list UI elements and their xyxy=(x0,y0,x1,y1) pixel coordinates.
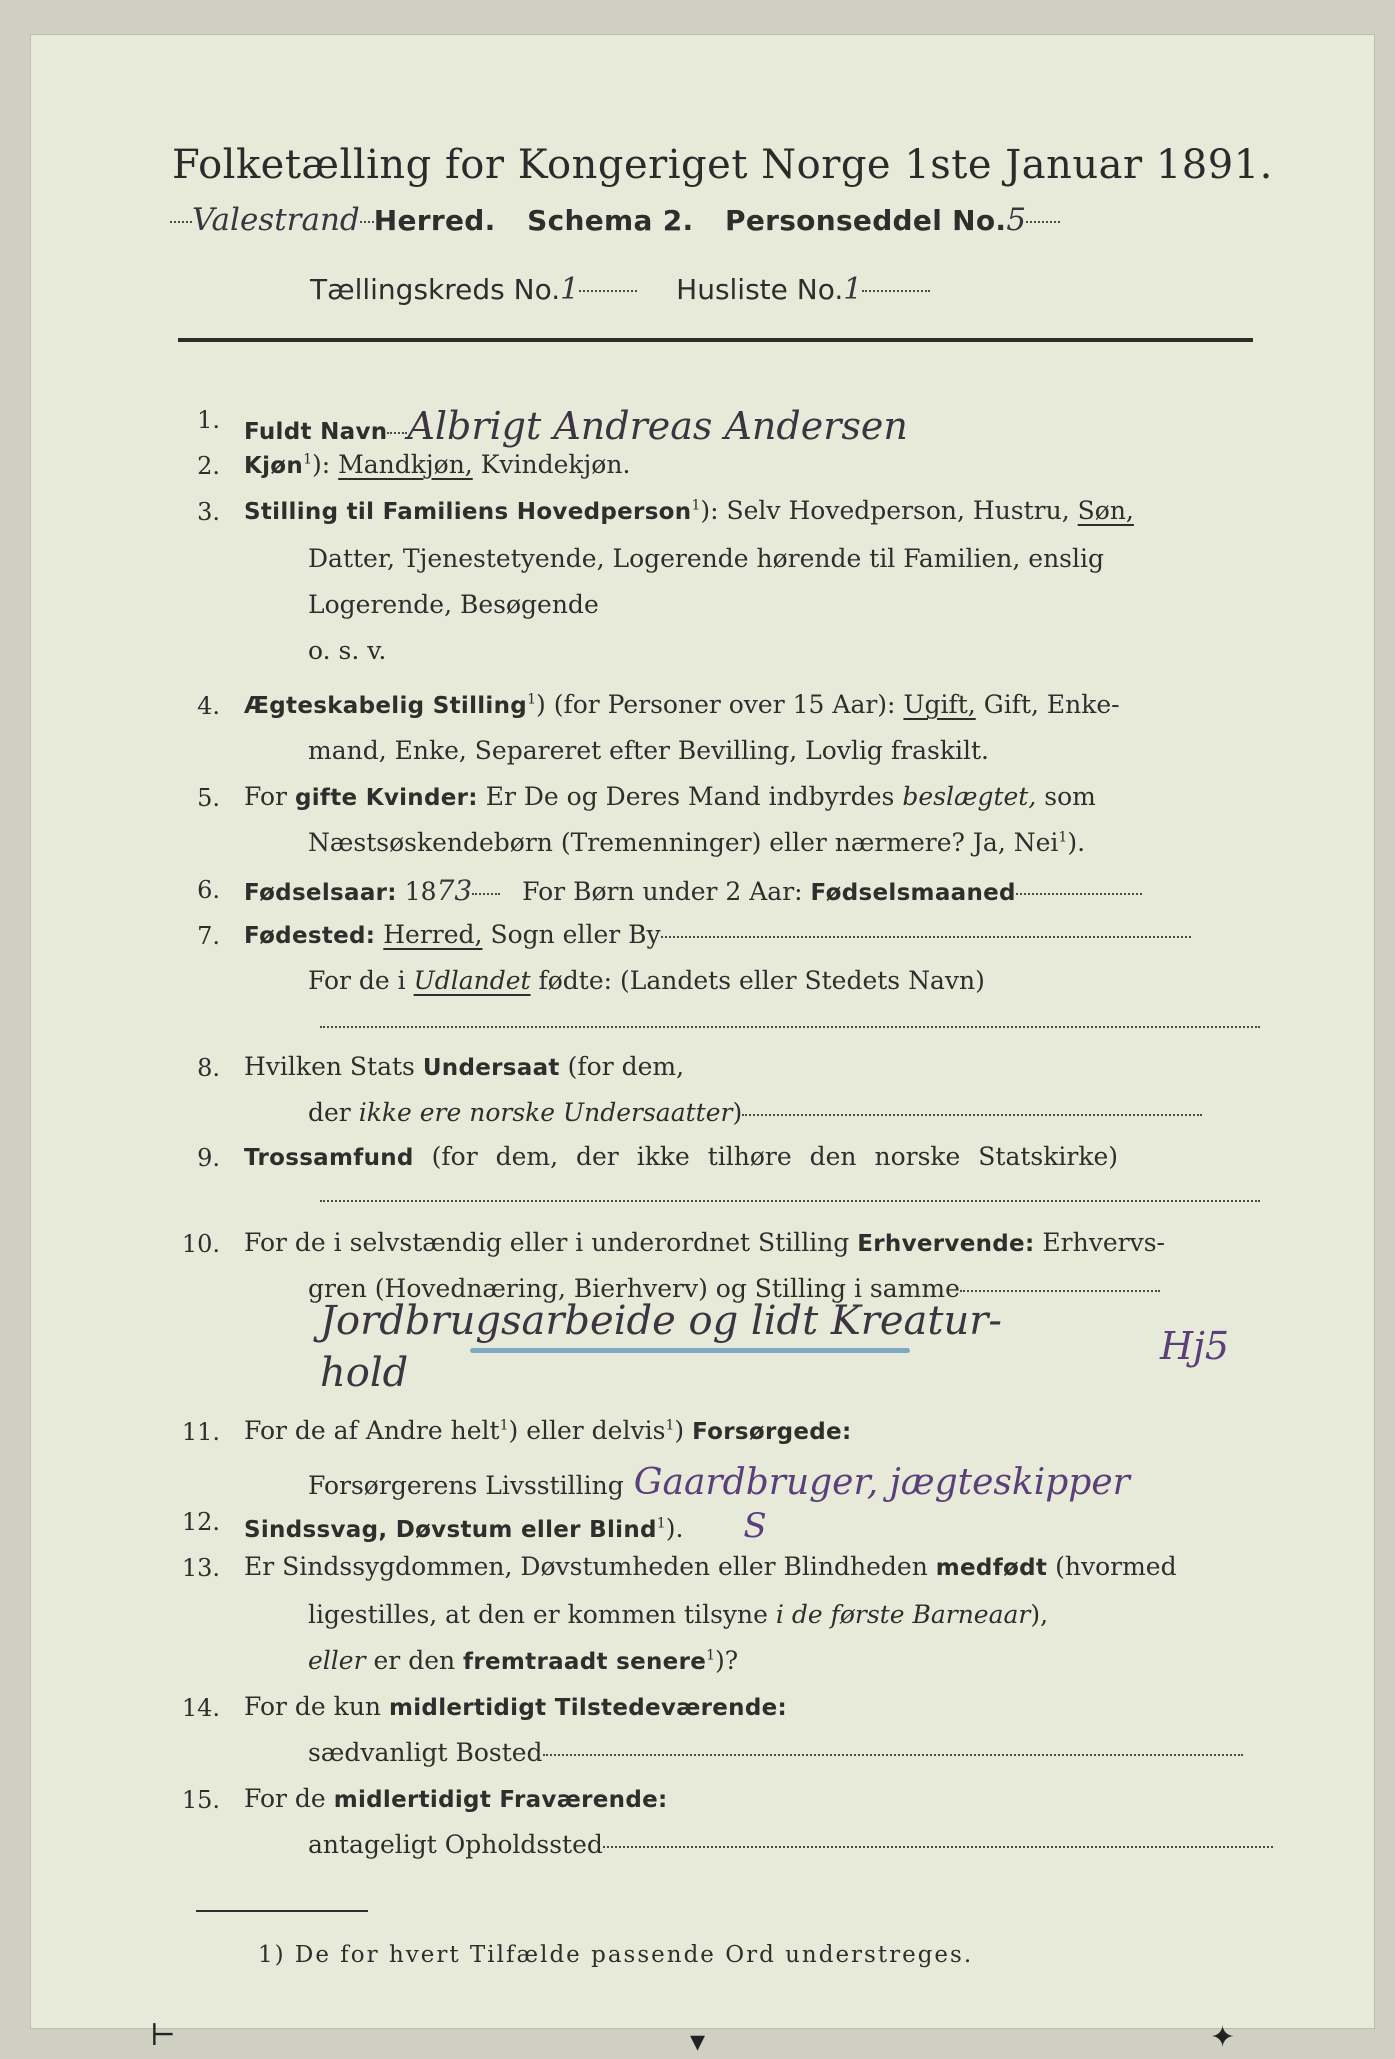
blue-pencil-mark xyxy=(470,1348,910,1353)
item-5-italic: beslægtet, xyxy=(902,782,1037,811)
item-8-line2: der ikke ere norske Undersaatter) xyxy=(308,1098,1202,1127)
marital-status-label: Ægteskabelig Stilling xyxy=(244,693,528,719)
birth-year-value: 73 xyxy=(436,874,473,907)
item-8-line2-italic: ikke ere norske Undersaatter xyxy=(358,1098,733,1127)
birth-year-label: Fødselsaar: xyxy=(244,880,397,906)
footnote-mark: 1) xyxy=(258,1942,286,1968)
footnote-text: De for hvert Tilfælde passende Ord understreges. xyxy=(294,1942,974,1968)
personseddel-label: Personseddel No. xyxy=(725,204,1007,237)
item-13-line2-text: ligestilles, at den er kommen tilsyne xyxy=(308,1600,768,1629)
dotted-line xyxy=(1026,221,1060,223)
form-title: Folketælling for Kongeriget Norge 1ste Januar 1891. xyxy=(172,142,1273,188)
family-position-selected: Søn, xyxy=(1077,496,1134,525)
taellingskreds-value: 1 xyxy=(560,272,580,307)
item-number: 14. xyxy=(181,1694,220,1722)
item-8-line2-text: der xyxy=(308,1098,351,1127)
religion-note: (for dem, der ikke tilhøre den norske Statskirke) xyxy=(431,1142,1119,1171)
temporary-absent-label: midlertidigt Fraværende: xyxy=(333,1787,668,1813)
full-name-label: Fuldt Navn xyxy=(244,419,388,445)
full-name-value: Albrigt Andreas Andersen xyxy=(407,404,908,448)
item-4-line2: mand, Enke, Separeret efter Bevilling, Lovlig fraskilt. xyxy=(308,736,989,765)
dotted-line xyxy=(360,221,374,223)
item-number: 7. xyxy=(197,922,220,950)
marital-status-note: (for Personer over 15 Aar): xyxy=(553,690,896,719)
item-7 xyxy=(244,920,1191,949)
provider-occupation-value: Gaardbruger, jægteskipper xyxy=(633,1462,1130,1503)
item-11: For de af Andre helt$^1$) eller delvis$^1$) Forsørgede: xyxy=(244,1416,852,1445)
item-7-line3 xyxy=(320,1010,1260,1039)
sex-option-male: Mandkjøn, xyxy=(338,450,473,479)
sex-option-female: Kvindekjøn. xyxy=(480,450,631,479)
item-number: 4. xyxy=(197,692,220,720)
dotted-line xyxy=(960,1290,1160,1292)
item-8-text: Hvilken Stats xyxy=(244,1052,415,1081)
citizenship-label: Undersaat xyxy=(422,1055,560,1081)
item-12: Sindssvag, Døvstum eller Blind$^1$). S xyxy=(244,1506,767,1546)
item-3-line2: Datter, Tjenestetyende, Logerende hørende til Familien, enslig xyxy=(308,544,1105,573)
item-number: 15. xyxy=(181,1786,220,1814)
dotted-line xyxy=(320,1026,1260,1028)
item-10-text-b: Erhvervs- xyxy=(1042,1228,1165,1257)
item-11-text: For de af Andre helt xyxy=(244,1416,500,1445)
item-1 xyxy=(244,404,908,448)
dotted-line xyxy=(1016,893,1142,895)
marital-status-options: Gift, Enke- xyxy=(983,690,1120,719)
provider-occupation-label: Forsørgerens Livsstilling xyxy=(308,1471,624,1500)
footnote-ref: 1 xyxy=(303,451,313,468)
footnote-ref: 1 xyxy=(499,1417,509,1434)
footnote-rule xyxy=(196,1910,368,1912)
item-13-line3-italic: eller xyxy=(308,1646,366,1675)
item-number: 12. xyxy=(181,1508,220,1536)
item-13-text: Er Sindssygdommen, Døvstumheden eller Blindheden xyxy=(244,1552,928,1581)
husliste-label: Husliste No. xyxy=(676,273,844,306)
footnote-ref: 1 xyxy=(691,497,701,514)
husliste-value: 1 xyxy=(843,272,863,307)
abroad-text-b: fødte: (Landets eller Stedets Navn) xyxy=(538,966,985,995)
item-10-text: For de i selvstændig eller i underordnet Stilling xyxy=(244,1228,850,1257)
item-number: 8. xyxy=(197,1054,220,1082)
item-14-line2 xyxy=(308,1738,1243,1767)
item-5-question: Næstsøskendebørn (Tremenninger) eller nærmere? Ja, Nei xyxy=(308,828,1059,857)
item-9 xyxy=(244,1142,1118,1171)
religion-label: Trossamfund xyxy=(244,1145,414,1171)
footnote-ref: 1 xyxy=(706,1647,716,1664)
item-9-line2 xyxy=(320,1184,1260,1213)
dotted-line xyxy=(579,290,637,292)
dotted-line xyxy=(320,1200,1260,1202)
kreds-line xyxy=(310,272,930,307)
herred-value: Valestrand xyxy=(192,202,360,238)
disability-label: Sindssvag, Døvstum eller Blind xyxy=(244,1517,657,1543)
item-3-line4: o. s. v. xyxy=(308,636,387,665)
item-5-line2: Næstsøskendebørn (Tremenninger) eller nærmere? Ja, Nei$^1$). xyxy=(308,828,1086,857)
item-15 xyxy=(244,1784,668,1813)
family-position-options: Selv Hovedperson, Hustru, xyxy=(726,496,1070,525)
item-number: 9. xyxy=(197,1144,220,1172)
occupation-value-2: hold xyxy=(320,1350,409,1396)
footnote-ref: 1 xyxy=(656,1515,666,1532)
herred-line xyxy=(170,202,1060,238)
item-14 xyxy=(244,1692,787,1721)
birth-year-prefix: 18 xyxy=(404,877,437,906)
item-13-text-b: (hvormed xyxy=(1055,1552,1177,1581)
binding-mark-right: ✦ xyxy=(1210,2020,1236,2055)
schema-label: Schema 2. xyxy=(527,204,694,237)
footnote-ref: 1 xyxy=(665,1417,675,1434)
birthplace-options: Sogn eller By xyxy=(490,920,661,949)
item-10 xyxy=(244,1228,1165,1257)
item-5-pre: For xyxy=(244,782,287,811)
item-number: 6. xyxy=(197,876,220,904)
congenital-label: medfødt xyxy=(935,1555,1048,1581)
birth-month-label: Fødselsmaaned xyxy=(810,880,1016,906)
binding-mark-center: ▾ xyxy=(690,2024,706,2059)
item-3-line3: Logerende, Besøgende xyxy=(308,590,599,619)
item-number: 5. xyxy=(197,784,220,812)
item-11-line2 xyxy=(308,1462,1130,1503)
taellingskreds-label: Tællingskreds No. xyxy=(310,273,561,306)
acquired-later-label: fremtraadt senere xyxy=(463,1649,707,1675)
dotted-line xyxy=(603,1846,1273,1848)
item-8-text-b: (for dem, xyxy=(567,1052,685,1081)
item-6 xyxy=(244,874,1142,907)
dotted-line xyxy=(742,1114,1202,1116)
birthplace-selected: Herred, xyxy=(383,920,483,949)
item-13-line2: ligestilles, at den er kommen tilsyne i de første Barneaar), xyxy=(308,1600,1049,1629)
footnote-ref: 1 xyxy=(1058,829,1068,846)
dotted-line xyxy=(170,221,192,223)
item-number: 10. xyxy=(181,1230,220,1258)
footnote-ref: 1 xyxy=(527,691,536,708)
occupation-label: Erhvervende: xyxy=(857,1231,1035,1257)
footnote xyxy=(258,1942,973,1968)
dotted-line xyxy=(661,936,1191,938)
item-5-text: Er De og Deres Mand indbyrdes xyxy=(485,782,895,811)
abroad-italic: Udlandet xyxy=(413,966,531,995)
item-15-line2 xyxy=(308,1830,1273,1859)
header-rule xyxy=(178,338,1253,342)
occupation-code-note: Hj5 xyxy=(1160,1324,1230,1368)
birthplace-label: Fødested: xyxy=(244,923,376,949)
personseddel-value: 5 xyxy=(1006,202,1027,238)
item-4: Ægteskabelig Stilling$^1$) (for Personer over 15 Aar): Ugift, Gift, Enke- xyxy=(244,690,1120,719)
abroad-text: For de i xyxy=(308,966,406,995)
item-14-text: For de kun xyxy=(244,1692,382,1721)
herred-label: Herred. xyxy=(373,204,496,237)
item-number: 13. xyxy=(181,1554,220,1582)
family-position-label: Stilling til Familiens Hovedperson xyxy=(244,499,692,525)
item-number: 2. xyxy=(197,452,220,480)
item-number: 11. xyxy=(181,1418,220,1446)
item-11-text-b: eller delvis xyxy=(526,1416,666,1445)
item-15-text: For de xyxy=(244,1784,326,1813)
temporary-present-label: midlertidigt Tilstedeværende: xyxy=(388,1695,787,1721)
item-5 xyxy=(244,782,1096,811)
item-3: Stilling til Familiens Hovedperson$^1$): Selv Hovedperson, Hustru, Søn, xyxy=(244,496,1134,525)
dotted-line xyxy=(862,290,930,292)
item-7-line2 xyxy=(308,966,985,995)
item-2: Kjøn$^1$): Mandkjøn, Kvindekjøn. xyxy=(244,450,631,479)
item-5-text-b: som xyxy=(1044,782,1096,811)
supported-label: Forsørgede: xyxy=(692,1419,852,1445)
dotted-line xyxy=(543,1754,1243,1756)
usual-residence-label: sædvanligt Bosted xyxy=(308,1738,543,1767)
census-form xyxy=(30,34,1375,2059)
occupation-value-1: Jordbrugsarbeide og lidt Kreatur- xyxy=(320,1298,1002,1344)
marital-status-selected: Ugift, xyxy=(903,690,976,719)
probable-stay-label: antageligt Opholdssted xyxy=(308,1830,603,1859)
binding-mark-left: ⊢ xyxy=(150,2018,176,2053)
birth-month-note: For Børn under 2 Aar: xyxy=(522,877,803,906)
item-number: 3. xyxy=(197,498,220,526)
sex-label: Kjøn xyxy=(244,453,304,479)
married-women-label: gifte Kvinder: xyxy=(294,785,478,811)
item-10-line2-text: gren (Hovednæring, Bierhverv) og Stilling i samme xyxy=(308,1274,960,1303)
disability-value: S xyxy=(743,1506,767,1546)
item-13 xyxy=(244,1552,1177,1581)
item-13-line3: eller er den fremtraadt senere$^1$)? xyxy=(308,1646,739,1675)
item-13-line2-italic: i de første Barneaar xyxy=(775,1600,1031,1629)
dotted-line xyxy=(472,893,500,895)
dotted-line xyxy=(387,432,407,434)
item-13-line3-text: er den xyxy=(373,1646,456,1675)
item-8 xyxy=(244,1052,684,1081)
item-number: 1. xyxy=(197,406,220,434)
